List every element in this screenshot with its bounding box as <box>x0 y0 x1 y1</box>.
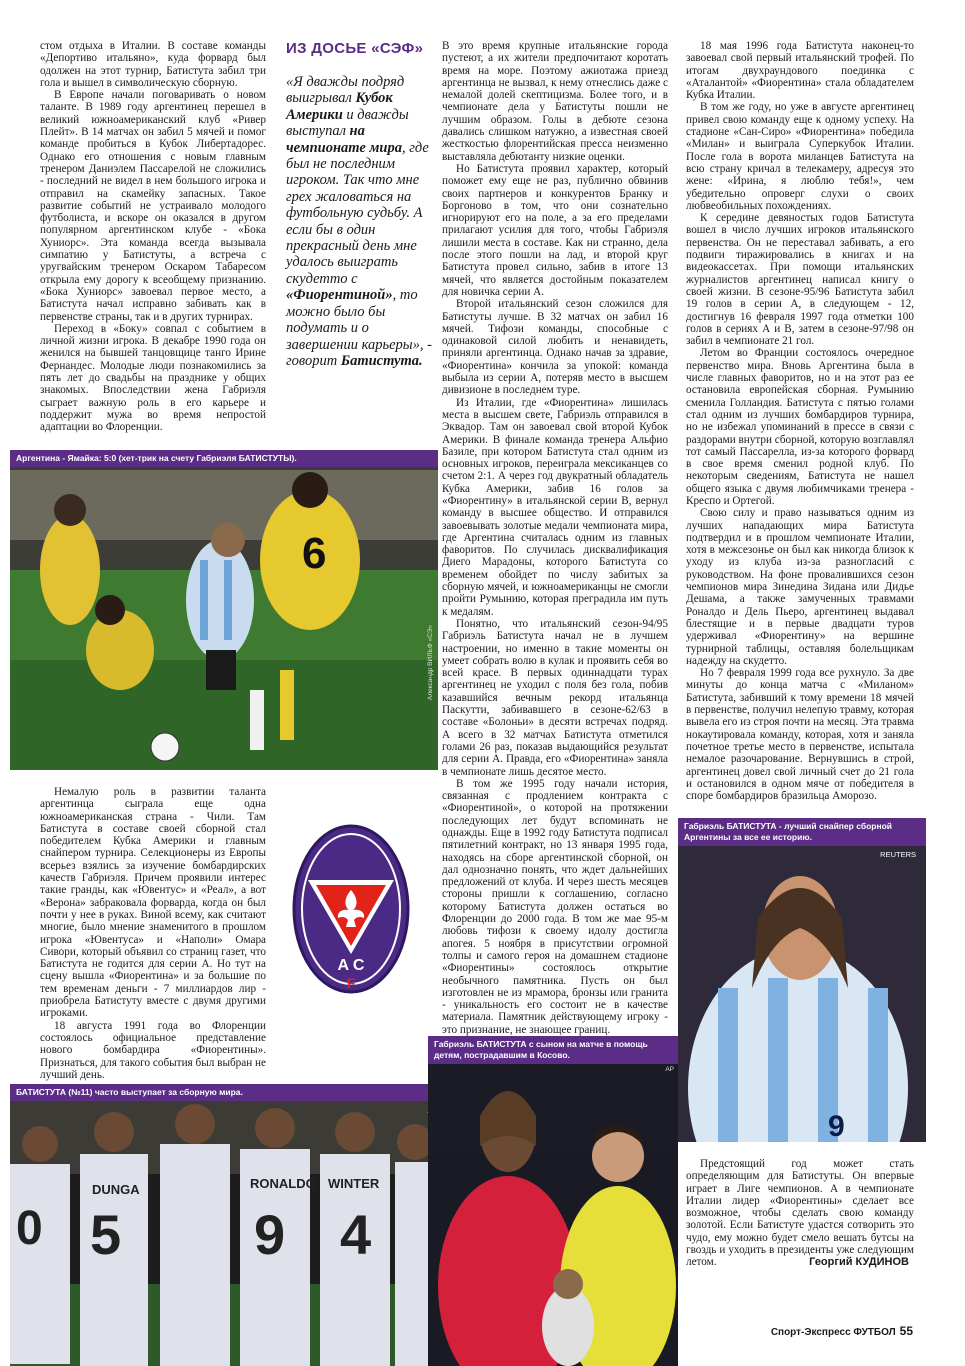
photo-argentina-jamaica <box>10 450 438 770</box>
logo-letters-top: A C <box>337 957 365 974</box>
dossier-title: ИЗ ДОСЬЕ «СЭФ» <box>286 40 424 57</box>
article-column-4 <box>686 40 914 802</box>
paragraph: 18 августа 1991 года во Флоренции состоялось официальное представление нового бомбардира «Фиорентины». Признаться, для такого события был выбран не лучший день. <box>40 1019 266 1081</box>
paragraph: Понятно, что итальянский сезон-94/95 Габриэль Батистута начал не в лучшем настроении, но именно в такие моменты он умеет собрать волю в кулак и проявить себя во всей красе. В первых одиннадцати турах аргентинец не уходил с поля без гола, побив казавшийся вечным рекорд итальянца Паскутти, забивавшего в сезоне-62/63 в составе «Болоньи» в десяти встречах подряд. А всего в 32 матчах Батистута отметился голами 26 раз, показав выдающийся результат для серии А. Правда, его «Фиорентина» заняла в чемпионате лишь десятое место. <box>442 617 668 778</box>
photo-caption: Габриэль БАТИСТУТА - лучший снайпер сборной Аргентины за все ее историю. <box>678 818 926 846</box>
article-column-1-top <box>40 40 266 434</box>
quote-text: и о завершении карьеры», - говорит <box>286 320 432 369</box>
photo-credit: Александр ВИЛЬФ «СЭ» <box>427 624 434 700</box>
son-photo-illustration <box>428 1036 678 1366</box>
quote-text: , где был не последним игроком. Так что мне грех жаловаться на футбольную судьбу. А если бы в один прекрасный день мне удалось <box>286 139 429 271</box>
quote-text: «Я дважды подряд выигрывал <box>286 74 405 107</box>
photo-batistuta-with-son <box>428 1036 678 1366</box>
portrait-photo-illustration <box>678 818 926 1142</box>
photo-credit: REUTERS <box>880 850 916 859</box>
quote-emphasis: на чемпионате мира <box>286 123 402 156</box>
paragraph: Переход в «Боку» совпал с событием в личной жизни игрока. В декабре 1990 года он женился на бывшей танцовщице танго Ирине Фернандес. Молодые люди познакомились за пять лет до свадьбы на празднике у общих знакомых. Впоследствии жена Габриэля сыграет важную роль в его карьере и поддержит мужа во время непростой адаптации во Флоренции. <box>40 322 266 434</box>
magazine-name: Спорт-Экспресс ФУТБОЛ <box>770 1327 896 1338</box>
paragraph: К середине девяностых годов Батистута вошел в число лучших игроков итальянского первенства. Он не переставал забивать, а его подвиги тиражировались в книгах и на видеокассетах. При помощи итальянских журналистов аргентинец написал книгу о своей жизни. В сезоне-95/96 Батистута забил 19 голов в серии А, в следующем - 12, достигнув 16 февраля 1997 года отметки 100 голов в сериях А и В, затем в сезоне-97/98 он забил в чемпионате 21 гол. <box>686 212 914 348</box>
svg-text:4: 4 <box>340 1203 372 1266</box>
svg-text:9: 9 <box>254 1203 286 1266</box>
svg-text:0: 0 <box>16 1202 43 1255</box>
paragraph: стом отдыха в Италии. В составе команды «Депортиво итальяно», куда форвард был одолжен на этот турнир, Батистута забил три гола и вышел в символическую сборную. <box>40 40 266 89</box>
quote-text: выиграть скудетто с <box>286 254 398 287</box>
paragraph: Но Батистута проявил характер, который поможет ему еще не раз, публично обвинив своих партнеров и конкурентов Бранку и Боргоново в том, что они сознательно игнорируют его на поле, а за его пределами прилагают усилия для того, чтобы Габриэля лишили места в составе. Как ни странно, дела после этого пошли на лад, и второй круг Батистута провел сильно, забив в итоге 13 мячей, что является достойным показателем для новичка серии А. <box>442 162 668 298</box>
quote-text: и дважды выступал <box>286 106 409 140</box>
svg-text:5: 5 <box>90 1203 122 1266</box>
jersey-name-2: RONALDO <box>250 1176 316 1191</box>
photo-caption: БАТИСТУТА (№11) часто выступает за сборную мира. <box>10 1084 440 1101</box>
article-column-1-bottom <box>40 786 266 1081</box>
match-photo-illustration <box>10 450 438 770</box>
jersey-name-3: WINTER <box>328 1176 380 1191</box>
quote-text: , то можно было бы подумать <box>286 287 418 337</box>
page-footer <box>771 1324 913 1338</box>
paragraph: В том же 1995 году начали история, связанная с продлением контракта с «Фиорентиной», о которой на протяжении последующих лет будут вспоминать не однажды. Еще в 1992 году Батистута подписал пятилетний контракт, но 13 января 1995 года, находясь на сборе аргентинской сборной, он дал однозначно понять, что ждет дальнейших предложений от клуба. И через шесть месяцев стороны пришли к соглашению, согласно которому Батистута должен остаться во Флоренции до 2000 года. В том же мае 95-м любовь тифози к своему идолу достигла апогея. 5 ноября в присутствии огромной толпы и самого героя на домашнем стадионе «Фиорентины» состоялось открытие необычного памятника. Пусть он был изготовлен не из мрамора, бронзы или гранита - уникальность его состоит не в качестве материала. Памятник действующему игроку - это признание, не знающее границ. <box>442 777 668 1036</box>
photo-batistuta-portrait <box>678 818 926 1142</box>
paragraph: Свою силу и право называться одним из лучших нападающих мира Батистута подтвердил и в прошлом чемпионате Италии, хотя в межсезонье он был как никогда близок к уходу из клуба из-за разногласий с руководством. На фоне провалившихся сезон чемпионов мира Зинедина Зидана или Дидье Дешама, а также замученных травмами Роналдо и Дель Пьеро, аргентинец выдавал блестящие и в первые двадцати туров удерживал «Фиорентину» на вершине турнирной таблицы, оставляя болельщикам надежду на скудетто. <box>686 507 914 667</box>
paragraph: В том же году, но уже в августе аргентинец привел свою команду еще к одному успеху. На стадионе «Сан-Сиро» «Фиорентина» победила «Милан» и выиграла Суперкубок Италии. После гола в ворота миланцев Батистута на всю страну кричал в телекамеру, адресуя это жене: «Ирина, я люблю тебя!», чем убедительно опроверг слухи о своих любвеобильных похождениях. <box>686 101 914 212</box>
fiorentina-logo <box>292 824 410 994</box>
paragraph: 18 мая 1996 года Батистута наконец-то завоевал свой первый итальянский трофей. По итогам двухраундового поединка с «Аталантой» «Фиорентина» стала обладателем Кубка Италии. <box>686 40 914 102</box>
dossier-quote <box>286 74 434 369</box>
team-photo-illustration <box>10 1084 440 1366</box>
article-column-4-bottom <box>686 1158 914 1269</box>
photo-world-team <box>10 1084 440 1366</box>
paragraph: Предстоящий год может стать определяющим для Батистуты. Он впервые играет в Лиге чемпионов. А в чемпионате Италии лидер «Фиорентины» сделает все возможное, чтобы сделать свою команду золотой. Если Батистуте удастся сотворить это чудо, ему можно будет смело вешать бутсы на гвоздь и уходить в президенты уже следующим летом. <box>686 1158 914 1269</box>
author-name: Георгий КУДИНОВ <box>809 1256 909 1268</box>
photo-caption: Габриэль БАТИСТУТА с сыном на матче в помощь детям, пострадавшим в Косово. <box>428 1036 678 1064</box>
paragraph: Но 7 февраля 1999 года все рухнуло. За две минуты до конца матча с «Миланом» Батистута, забивший к тому времени 18 мячей в первенстве, получил нелепую травму, которая вывела его из строя почти на месяц. Эта травма нокаутировала команду, которая, хотя и заняла почетное третье место в первенстве, испытала немалое разочарование. Вернувшись в строй, аргентинец довел свой личный счет до 21 гола и остановился в одном мяче от победителя в споре бомбардиров бразильца Аморозо. <box>686 667 914 803</box>
paragraph: Из Италии, где «Фиорентина» лишилась места в высшем свете, Габриэль отправился в Эквадор. Там он завоевал свой второй Кубок Америки. В финале команда тренера Альфио Базиле, при котором Батистута стал одним из основных игроков, переиграла мексиканцев со счетом 2:1. А через год двукратный обладатель Кубка Америки, забив 16 голов за «Фиорентину» в итальянской серии B, вернул команду в высшее общество. И отправился завоевывать золотые медали чемпионата мира, где Аргентина считалась одним из главных фаворитов. По случилась дисквалификация Диего Марадоны, которого Батистута со временем обойдет по числу забитых за сборную мячей, и южноамериканцы не смогли пройти Румынию, которая преградила им путь к медалям. <box>442 396 668 618</box>
article-column-3 <box>442 40 668 1036</box>
paragraph: В Европе начали поговаривать о новом таланте. В 1989 году аргентинец перешел в великий южноамериканский клуб «Ривер Плейт». В 14 матчах он забил 5 мячей и помог команде пробиться в Кубок Либертадорес. Однако его отношения с новым главным тренером Даниэлем Пассарелой не сложились - последний не видел в нем большого игрока и отправил на скамейку запасных. Такое развитие событий не устраивало молодого футболиста, и вскоре он оказался в другом популярном аргентинском клубе - «Бока Хуниорс». Эта команда всегда вызывала симпатию у Батистуты, а встреча с уругвайским тренером Оскаром Табаресом открыла ему дорогу к всеобщему признанию. «Бока Хуниорс» завоевал первое место, а Батистута начал исправно забивать как в первенстве страны, так и в других турнирах. <box>40 89 266 323</box>
logo-letter-bottom: F <box>346 975 356 991</box>
svg-text:9: 9 <box>828 1110 845 1142</box>
paragraph: Второй итальянский сезон сложился для Батистуты лучше. В 32 матчах он забил 16 мячей. Тифози команды, способные с одинаковой силой любить и ненавидеть, приняли аргентинца. Однако начав за здравие, «Фиорентина» кончила за упокой: команда выбыла из серии А, потеряв место в высшем дивизионе в последнем туре. <box>442 298 668 397</box>
photo-credit: AP <box>665 1066 674 1073</box>
paragraph: Немалую роль в развитии таланта аргентинца сыграла еще одна южноамериканская страна - Чили. Там Батистута в составе своей сборной стал победителем Кубка Америки и главным снайпером турнира. Селекционеры из Европы всерьез взялись за изучение бомбардирских качеств Габриэля. Причем проявили интерес такие гранды, как «Ювентус» и «Реал», а вот «Верона» забраковала форварда, когда он был почти у нее в руках. Виной всему, как считают многие, было мнение знаменитого в прошлом игрока «Ювентуса» и «Наполи» Омара Сивори, который объявил со страниц газет, что Батистута не годится для серии А. Но тут на сцену вышла «Фиорентина» и за большие по тем временам деньги - 7 миллиардов лир - приобрела Батистуту вместе с двумя другими игроками. <box>40 786 266 1020</box>
paragraph: Летом во Франции состоялось очередное первенство мира. Вновь Аргентина была в числе главных фаворитов, но и на этот раз ее остановила европейская сборная. Румынию сменила Голландия. Батистута с пятью голами стал одним из лучших бомбардиров турнира, но не избежал упоминаний в прессе в связи с раздорами внутри сборной, которую возглавлял тот самый Пассарелла, из-за которого форвард в свое время сменил родной клуб. По некоторым сведениям, Батистута не нашел общего языка с двумя любимчиками тренера - Креспо и Ортегой. <box>686 347 914 507</box>
quote-emphasis: Батистута. <box>340 352 423 369</box>
photo-caption: Аргентина - Ямайка: 5:0 (хет-трик на счету Габриэля БАТИСТУТЫ). <box>10 450 438 467</box>
svg-text:6: 6 <box>302 529 327 578</box>
jersey-name-1: DUNGA <box>92 1182 140 1197</box>
page-number: 55 <box>899 1324 913 1338</box>
quote-emphasis: Кубок Америки <box>286 90 393 123</box>
quote-emphasis: «Фиорентиной» <box>286 287 393 304</box>
paragraph: В это время крупные итальянские города пустеют, а их жители предпочитают коротать время на море. Поэтому ажиотажа приезд аргентинца не вызвал, к нему отнеслись даже с немалой долей скептицизма. Более того, и в чемпионате дела у Батистуты пошли не лучшим образом. Голы в дебюте сезона давались слишком натужно, а известная своей жесткостью флорентийская пресса неизменно выставляла дебютанту низкие оценки. <box>442 40 668 163</box>
